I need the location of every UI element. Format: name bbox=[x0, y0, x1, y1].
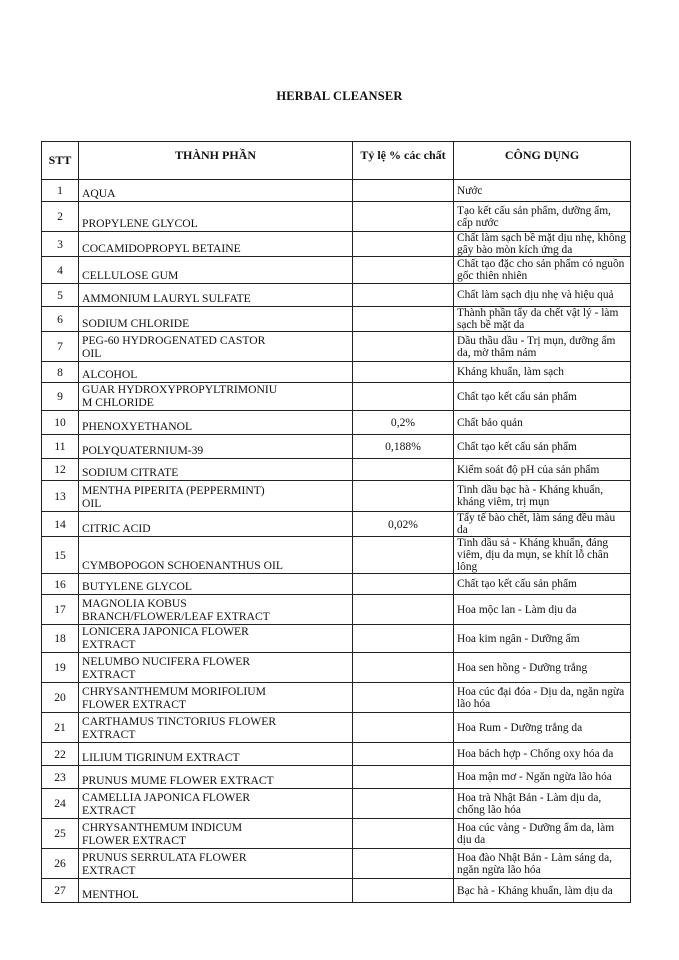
document-title: HERBAL CLEANSER bbox=[276, 89, 403, 103]
ingredient-text: AMMONIUM LAURYL SULFATE bbox=[82, 292, 251, 305]
cell-ingredient bbox=[79, 232, 353, 257]
cell-stt: 21 bbox=[42, 713, 79, 743]
table-row bbox=[42, 625, 631, 653]
cell-stt: 5 bbox=[42, 284, 79, 307]
cell-ingredient bbox=[79, 459, 353, 481]
cell-function: Hoa cúc đại đóa - Dịu da, ngăn ngừa lão hóa bbox=[454, 683, 631, 713]
cell-percentage bbox=[353, 202, 454, 232]
cell-percentage bbox=[353, 879, 454, 903]
cell-function: Hoa sen hồng - Dưỡng trắng bbox=[454, 653, 631, 683]
cell-ingredient bbox=[79, 789, 353, 819]
cell-stt: 20 bbox=[42, 683, 79, 713]
cell-function: Chất làm sạch bề mặt dịu nhẹ, không gây bào mòn kích ứng da bbox=[454, 232, 631, 257]
cell-stt: 14 bbox=[42, 512, 79, 537]
table-row bbox=[42, 481, 631, 512]
cell-percentage bbox=[353, 766, 454, 789]
cell-stt: 12 bbox=[42, 459, 79, 481]
table-row bbox=[42, 383, 631, 411]
ingredient-text: SODIUM CITRATE bbox=[82, 466, 179, 479]
cell-ingredient bbox=[79, 481, 353, 512]
ingredient-text: CELLULOSE GUM bbox=[82, 269, 179, 282]
header-ingredient: THÀNH PHẦN bbox=[79, 142, 353, 180]
cell-percentage bbox=[353, 232, 454, 257]
table-row bbox=[42, 362, 631, 383]
ingredient-text: COCAMIDOPROPYL BETAINE bbox=[82, 242, 241, 255]
table-row bbox=[42, 653, 631, 683]
cell-stt: 1 bbox=[42, 180, 79, 202]
table-row bbox=[42, 202, 631, 232]
ingredient-text: CARTHAMUS TINCTORIUS FLOWER EXTRACT bbox=[82, 715, 277, 741]
table-row bbox=[42, 512, 631, 537]
table-row bbox=[42, 819, 631, 849]
cell-function: Hoa trà Nhật Bản - Làm dịu da, chống lão hóa bbox=[454, 789, 631, 819]
cell-ingredient bbox=[79, 574, 353, 595]
cell-ingredient bbox=[79, 332, 353, 362]
cell-ingredient bbox=[79, 257, 353, 284]
cell-function: Hoa Rum - Dưỡng trắng da bbox=[454, 713, 631, 743]
cell-function: Chất tạo kết cấu sản phẩm bbox=[454, 383, 631, 411]
cell-function: Chất tạo đặc cho sản phẩm có nguồn gốc thiên nhiên bbox=[454, 257, 631, 284]
cell-stt: 2 bbox=[42, 202, 79, 232]
cell-ingredient bbox=[79, 595, 353, 625]
table-row bbox=[42, 574, 631, 595]
cell-function: Kháng khuẩn, làm sạch bbox=[454, 362, 631, 383]
cell-percentage bbox=[353, 362, 454, 383]
cell-stt: 16 bbox=[42, 574, 79, 595]
cell-stt: 3 bbox=[42, 232, 79, 257]
cell-ingredient bbox=[79, 653, 353, 683]
ingredient-text: LONICERA JAPONICA FLOWER EXTRACT bbox=[82, 625, 249, 651]
cell-function: Hoa đào Nhật Bản - Làm sáng da, ngăn ngừa lão hóa bbox=[454, 849, 631, 879]
cell-percentage bbox=[353, 625, 454, 653]
cell-percentage bbox=[353, 180, 454, 202]
header-percentage: Tỷ lệ % các chất bbox=[353, 142, 454, 180]
cell-stt: 6 bbox=[42, 307, 79, 332]
cell-ingredient bbox=[79, 202, 353, 232]
table-header-row bbox=[42, 142, 631, 180]
cell-function: Tinh dầu sả - Kháng khuẩn, đáng viêm, dịu da mụn, se khít lỗ chân lông bbox=[454, 537, 631, 574]
ingredient-text: PROPYLENE GLYCOL bbox=[82, 217, 198, 230]
cell-percentage bbox=[353, 383, 454, 411]
cell-ingredient bbox=[79, 819, 353, 849]
cell-ingredient bbox=[79, 512, 353, 537]
table-row bbox=[42, 713, 631, 743]
table-row bbox=[42, 849, 631, 879]
ingredient-text: GUAR HYDROXYPROPYLTRIMONIU M CHLORIDE bbox=[82, 383, 278, 409]
table-row bbox=[42, 459, 631, 481]
cell-ingredient bbox=[79, 180, 353, 202]
ingredient-text: MAGNOLIA KOBUS BRANCH/FLOWER/LEAF EXTRACT bbox=[82, 597, 270, 623]
cell-ingredient bbox=[79, 383, 353, 411]
ingredient-text: CYMBOPOGON SCHOENANTHUS OIL bbox=[82, 559, 283, 572]
header-stt: STT bbox=[42, 142, 79, 180]
cell-function: Tinh dầu bạc hà - Kháng khuẩn, kháng viêm, trị mụn bbox=[454, 481, 631, 512]
cell-function: Chất tạo kết cấu sản phẩm bbox=[454, 574, 631, 595]
cell-ingredient bbox=[79, 362, 353, 383]
ingredient-text: PHENOXYETHANOL bbox=[82, 420, 193, 433]
table-row bbox=[42, 743, 631, 766]
cell-function: Hoa kim ngân - Dưỡng ẩm bbox=[454, 625, 631, 653]
cell-percentage bbox=[353, 537, 454, 574]
cell-percentage bbox=[353, 459, 454, 481]
ingredient-text: NELUMBO NUCIFERA FLOWER EXTRACT bbox=[82, 655, 251, 681]
cell-stt: 7 bbox=[42, 332, 79, 362]
cell-ingredient bbox=[79, 879, 353, 903]
cell-function: Bạc hà - Kháng khuẩn, làm dịu da bbox=[454, 879, 631, 903]
cell-percentage bbox=[353, 653, 454, 683]
ingredient-text: CHRYSANTHEMUM INDICUM FLOWER EXTRACT bbox=[82, 821, 243, 847]
ingredients-table bbox=[41, 141, 631, 903]
ingredient-text: CHRYSANTHEMUM MORIFOLIUM FLOWER EXTRACT bbox=[82, 685, 266, 711]
table-row bbox=[42, 257, 631, 284]
ingredient-text: AQUA bbox=[82, 187, 116, 200]
ingredient-text: POLYQUATERNIUM-39 bbox=[82, 444, 204, 457]
ingredient-text: MENTHOL bbox=[82, 888, 139, 901]
ingredient-text: PEG-60 HYDROGENATED CASTOR OIL bbox=[82, 334, 266, 360]
ingredient-text: CITRIC ACID bbox=[82, 522, 151, 535]
cell-ingredient bbox=[79, 849, 353, 879]
cell-percentage bbox=[353, 284, 454, 307]
cell-function: Chất bảo quản bbox=[454, 411, 631, 435]
cell-stt: 10 bbox=[42, 411, 79, 435]
cell-stt: 9 bbox=[42, 383, 79, 411]
cell-ingredient bbox=[79, 411, 353, 435]
cell-function: Hoa bách hợp - Chống oxy hóa da bbox=[454, 743, 631, 766]
cell-function: Nước bbox=[454, 180, 631, 202]
cell-ingredient bbox=[79, 537, 353, 574]
cell-stt: 8 bbox=[42, 362, 79, 383]
table-row bbox=[42, 411, 631, 435]
cell-stt: 13 bbox=[42, 481, 79, 512]
ingredient-text: CAMELLIA JAPONICA FLOWER EXTRACT bbox=[82, 791, 251, 817]
header-function: CÔNG DỤNG bbox=[454, 142, 631, 180]
cell-stt: 15 bbox=[42, 537, 79, 574]
cell-ingredient bbox=[79, 683, 353, 713]
cell-ingredient bbox=[79, 307, 353, 332]
cell-percentage bbox=[353, 595, 454, 625]
cell-percentage bbox=[353, 332, 454, 362]
cell-function: Chất làm sạch dịu nhẹ và hiệu quả bbox=[454, 284, 631, 307]
cell-stt: 25 bbox=[42, 819, 79, 849]
table-row bbox=[42, 789, 631, 819]
ingredient-text: SODIUM CHLORIDE bbox=[82, 317, 190, 330]
cell-ingredient bbox=[79, 625, 353, 653]
ingredient-text: ALCOHOL bbox=[82, 368, 138, 381]
cell-percentage bbox=[353, 307, 454, 332]
cell-stt: 4 bbox=[42, 257, 79, 284]
cell-percentage bbox=[353, 713, 454, 743]
cell-function: Chất tạo kết cấu sản phẩm bbox=[454, 435, 631, 459]
cell-ingredient bbox=[79, 284, 353, 307]
ingredient-text: MENTHA PIPERITA (PEPPERMINT) OIL bbox=[82, 484, 265, 510]
cell-function: Tạo kết cấu sản phẩm, dưỡng ẩm, cấp nước bbox=[454, 202, 631, 232]
cell-ingredient bbox=[79, 743, 353, 766]
cell-function: Hoa mộc lan - Làm dịu da bbox=[454, 595, 631, 625]
table-row bbox=[42, 232, 631, 257]
table-row bbox=[42, 595, 631, 625]
cell-function: Thành phần tẩy da chết vật lý - làm sạch bề mặt da bbox=[454, 307, 631, 332]
ingredient-text: LILIUM TIGRINUM EXTRACT bbox=[82, 751, 240, 764]
cell-stt: 17 bbox=[42, 595, 79, 625]
table-row bbox=[42, 332, 631, 362]
cell-stt: 22 bbox=[42, 743, 79, 766]
cell-percentage bbox=[353, 819, 454, 849]
ingredient-text: PRUNUS SERRULATA FLOWER EXTRACT bbox=[82, 851, 247, 877]
cell-percentage: 0,2% bbox=[353, 411, 454, 435]
cell-percentage bbox=[353, 743, 454, 766]
cell-function: Kiểm soát độ pH của sản phẩm bbox=[454, 459, 631, 481]
cell-percentage bbox=[353, 789, 454, 819]
cell-percentage: 0,188% bbox=[353, 435, 454, 459]
cell-percentage: 0,02% bbox=[353, 512, 454, 537]
table-row bbox=[42, 879, 631, 903]
cell-percentage bbox=[353, 849, 454, 879]
cell-stt: 26 bbox=[42, 849, 79, 879]
cell-percentage bbox=[353, 683, 454, 713]
cell-stt: 19 bbox=[42, 653, 79, 683]
table-row bbox=[42, 683, 631, 713]
table-row bbox=[42, 537, 631, 574]
cell-ingredient bbox=[79, 766, 353, 789]
table-row bbox=[42, 307, 631, 332]
cell-ingredient bbox=[79, 435, 353, 459]
table-row bbox=[42, 180, 631, 202]
ingredient-text: PRUNUS MUME FLOWER EXTRACT bbox=[82, 774, 274, 787]
cell-function: Hoa cúc vàng - Dưỡng ẩm da, làm dịu da bbox=[454, 819, 631, 849]
table-row bbox=[42, 284, 631, 307]
cell-stt: 18 bbox=[42, 625, 79, 653]
cell-percentage bbox=[353, 574, 454, 595]
cell-percentage bbox=[353, 481, 454, 512]
cell-function: Hoa mận mơ - Ngăn ngừa lão hóa bbox=[454, 766, 631, 789]
cell-stt: 24 bbox=[42, 789, 79, 819]
table-row bbox=[42, 766, 631, 789]
table-row bbox=[42, 435, 631, 459]
cell-function: Tẩy tế bào chết, làm sáng đều màu da bbox=[454, 512, 631, 537]
cell-stt: 27 bbox=[42, 879, 79, 903]
cell-percentage bbox=[353, 257, 454, 284]
ingredient-text: BUTYLENE GLYCOL bbox=[82, 580, 192, 593]
cell-stt: 23 bbox=[42, 766, 79, 789]
cell-stt: 11 bbox=[42, 435, 79, 459]
cell-ingredient bbox=[79, 713, 353, 743]
cell-function: Dầu thầu dầu - Trị mụn, dưỡng ẩm da, mờ thâm nám bbox=[454, 332, 631, 362]
